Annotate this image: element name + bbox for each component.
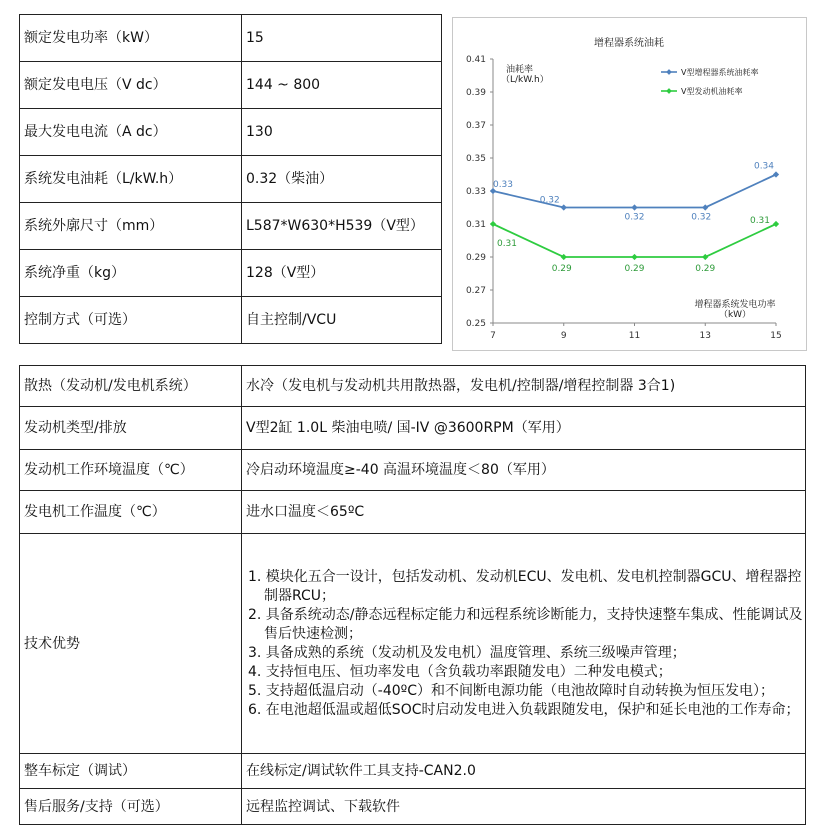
row-label: 系统净重（kg）: [20, 250, 242, 297]
series-line: [493, 175, 776, 208]
table-row: [20, 789, 806, 825]
legend-marker: [666, 69, 672, 75]
table-row: [20, 109, 442, 156]
data-point: [773, 221, 779, 227]
data-label: 0.33: [492, 180, 514, 190]
row-value: 15: [242, 15, 442, 62]
data-label: 0.29: [551, 264, 572, 274]
table-row: [20, 62, 442, 109]
legend-label: V型增程器系统油耗率: [681, 68, 759, 77]
data-label: 0.29: [624, 264, 645, 274]
row-value: 冷启动环境温度≥-40 高温环境温度＜80（军用）: [242, 450, 806, 491]
row-label: 售后服务/支持（可选）: [20, 789, 242, 825]
row-value: L587*W630*H539（V型）: [242, 203, 442, 250]
list-item: 3. 具备成熟的系统（发动机及发电机）温度管理、系统三级噪声管理；: [248, 644, 686, 661]
data-point: [631, 254, 637, 260]
row-value: 144 ~ 800: [242, 62, 442, 109]
row-label: 控制方式（可选）: [20, 297, 242, 344]
row-value: 128（V型）: [242, 250, 442, 297]
row-label: 系统外廓尺寸（mm）: [20, 203, 242, 250]
y-tick-label: 0.33: [465, 187, 486, 197]
list-item: 2. 具备系统动态/静态远程标定能力和远程系统诊断能力，支持快速整车集成、性能调试及售后快速检测；: [248, 606, 803, 642]
data-point: [631, 204, 637, 210]
table-row: [20, 250, 442, 297]
row-label: 散热（发动机/发电机系统）: [20, 366, 242, 407]
table-row: [20, 203, 442, 250]
data-label: 0.32: [539, 195, 560, 206]
table-row: [20, 450, 806, 491]
y-tick-label: 0.25: [465, 319, 486, 329]
y-tick-label: 0.41: [465, 55, 486, 65]
table-row: [20, 534, 806, 754]
y-tick-label: 0.35: [465, 154, 486, 164]
row-value: 进水口温度＜65ºC: [242, 491, 806, 534]
row-value: 水冷（发电机与发动机共用散热器，发电机/控制器/增程控制器 3合1): [242, 366, 806, 407]
fuel-consumption-chart: [452, 17, 807, 351]
data-label: 0.32: [624, 212, 645, 223]
y-axis-label: 油耗率: [506, 65, 534, 75]
table-row: [20, 15, 442, 62]
data-label: 0.31: [496, 239, 518, 249]
y-tick-label: 0.29: [465, 253, 486, 263]
row-label: 发电机工作温度（℃）: [20, 491, 242, 534]
data-label: 0.32: [691, 212, 712, 223]
list-item: 4. 支持恒电压、恒功率发电（含负载功率跟随发电）二种发电模式；: [248, 663, 672, 680]
table-row: [20, 366, 806, 407]
y-axis-unit: （L/kW.h）: [501, 75, 549, 85]
row-label: 额定发电电压（V dc）: [20, 62, 242, 109]
x-tick-label: 15: [770, 331, 782, 341]
data-point: [702, 254, 708, 260]
chart-canvas: [453, 18, 806, 350]
row-value: 在线标定/调试软件工具支持-CAN2.0: [242, 754, 806, 789]
row-label: 发动机工作环境温度（℃）: [20, 450, 242, 491]
row-label: 额定发电功率（kW）: [20, 15, 242, 62]
row-label: 发动机类型/排放: [20, 407, 242, 450]
advantages-cell: [242, 534, 806, 754]
row-value: 0.32（柴油）: [242, 156, 442, 203]
row-value: 自主控制/VCU: [242, 297, 442, 344]
row-label: 整车标定（调试）: [20, 754, 242, 789]
table-row: [20, 407, 806, 450]
row-value: 130: [242, 109, 442, 156]
row-label: 最大发电电流（A dc）: [20, 109, 242, 156]
x-axis-label: 增程器系统发电功率: [694, 300, 776, 310]
spec-table-bottom: [19, 365, 806, 825]
list-item: 6. 在电池超低温或超低SOC时启动发电进入负载跟随发电，保护和延长电池的工作寿命；: [248, 701, 800, 718]
data-point: [490, 221, 496, 227]
data-label: 0.34: [753, 161, 775, 172]
y-tick-label: 0.27: [465, 286, 486, 296]
data-point: [561, 254, 567, 260]
advantages-list: [246, 568, 805, 720]
table-row: [20, 156, 442, 203]
spec-table-top: [19, 14, 442, 344]
row-value: 远程监控调试、下载软件: [242, 789, 806, 825]
y-tick-label: 0.39: [465, 88, 486, 98]
x-tick-label: 7: [490, 331, 496, 341]
x-tick-label: 11: [628, 331, 641, 341]
row-label: 系统发电油耗（L/kW.h）: [20, 156, 242, 203]
row-label: 技术优势: [20, 534, 242, 754]
list-item: 5. 支持超低温启动（-40ºC）和不间断电源功能（电池故障时自动转换为恒压发电）；: [248, 682, 775, 699]
x-tick-label: 13: [699, 331, 711, 341]
data-label: 0.31: [749, 216, 771, 226]
data-point: [702, 204, 708, 210]
row-value: V型2缸 1.0L 柴油电喷/ 国-IV @3600RPM（军用）: [242, 407, 806, 450]
list-item: 1. 模块化五合一设计，包括发动机、发动机ECU、发电机、发电机控制器GCU、增程器控制器RCU；: [248, 568, 802, 604]
y-tick-label: 0.31: [465, 220, 486, 230]
data-point: [561, 204, 567, 210]
series-line: [493, 224, 776, 257]
x-axis-unit: （kW）: [718, 310, 752, 320]
x-tick-label: 9: [560, 331, 567, 341]
table-row: [20, 297, 442, 344]
table-row: [20, 491, 806, 534]
table-row: [20, 754, 806, 789]
data-point: [773, 171, 779, 177]
chart-title: 增程器系统油耗: [594, 38, 664, 49]
y-tick-label: 0.37: [465, 121, 486, 131]
data-label: 0.29: [695, 264, 716, 274]
legend-label: V型发动机油耗率: [681, 87, 743, 96]
legend-marker: [666, 88, 672, 94]
